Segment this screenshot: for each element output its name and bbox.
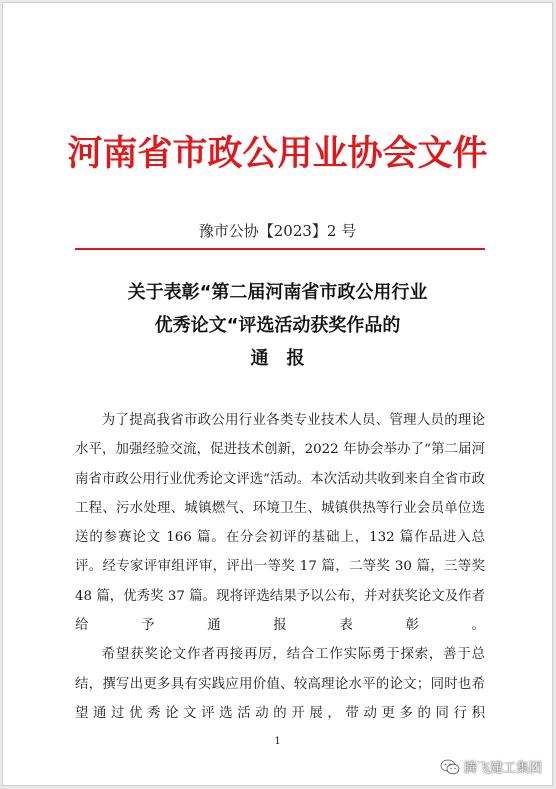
body-text — [75, 406, 485, 728]
notice-title-line-2: 优秀论文“评选活动获奖作品的 — [154, 315, 401, 336]
watermark — [440, 757, 542, 776]
watermark-label: 腾飞建工集团 — [463, 761, 542, 776]
page-number: 1 — [274, 736, 281, 747]
wechat-icon — [440, 759, 460, 775]
notice-title-line-1: 关于表彰“第二届河南省市政公用行业 — [127, 282, 428, 303]
notice-title-line-3: 通 报 — [250, 348, 305, 369]
issuer-header: 河南省市政公用业协会文件 — [67, 133, 488, 174]
paragraph-1: 为了提高我省市政公用行业各类专业技术人员、管理人员的理论水平，加强经验交流，促进技术创新，2022 年协会举办了“第二届河南省市政公用行业优秀论文评选”活动。本次活动共收到来自全省市政工程、污水处理、城镇燃气、环境卫生、城镇供热等行业会员单位选送的参赛论文 166 篇。在分会初评的基础上，132 篇作品进入总评。经专家评审组评审，评出一等奖 17 篇，二等奖 30 篇，三等奖 48 篇，优秀奖 37 篇。现将评选结果予以公布，并对获奖论文及作者给予通报表彰。 — [75, 413, 485, 634]
document-page — [2, 2, 553, 786]
notice-title — [3, 276, 552, 375]
document-number: 豫市公协【2023】2 号 — [198, 222, 357, 240]
red-divider-line — [75, 248, 485, 250]
paragraph-2: 希望获奖论文作者再接再厉，结合工作实际勇于探索，善于总结，撰写出更多具有实践应用价值、较高理论水平的论文；同时也希望通过优秀论文评选活动的开展，带动更多的同行积 — [75, 647, 485, 721]
